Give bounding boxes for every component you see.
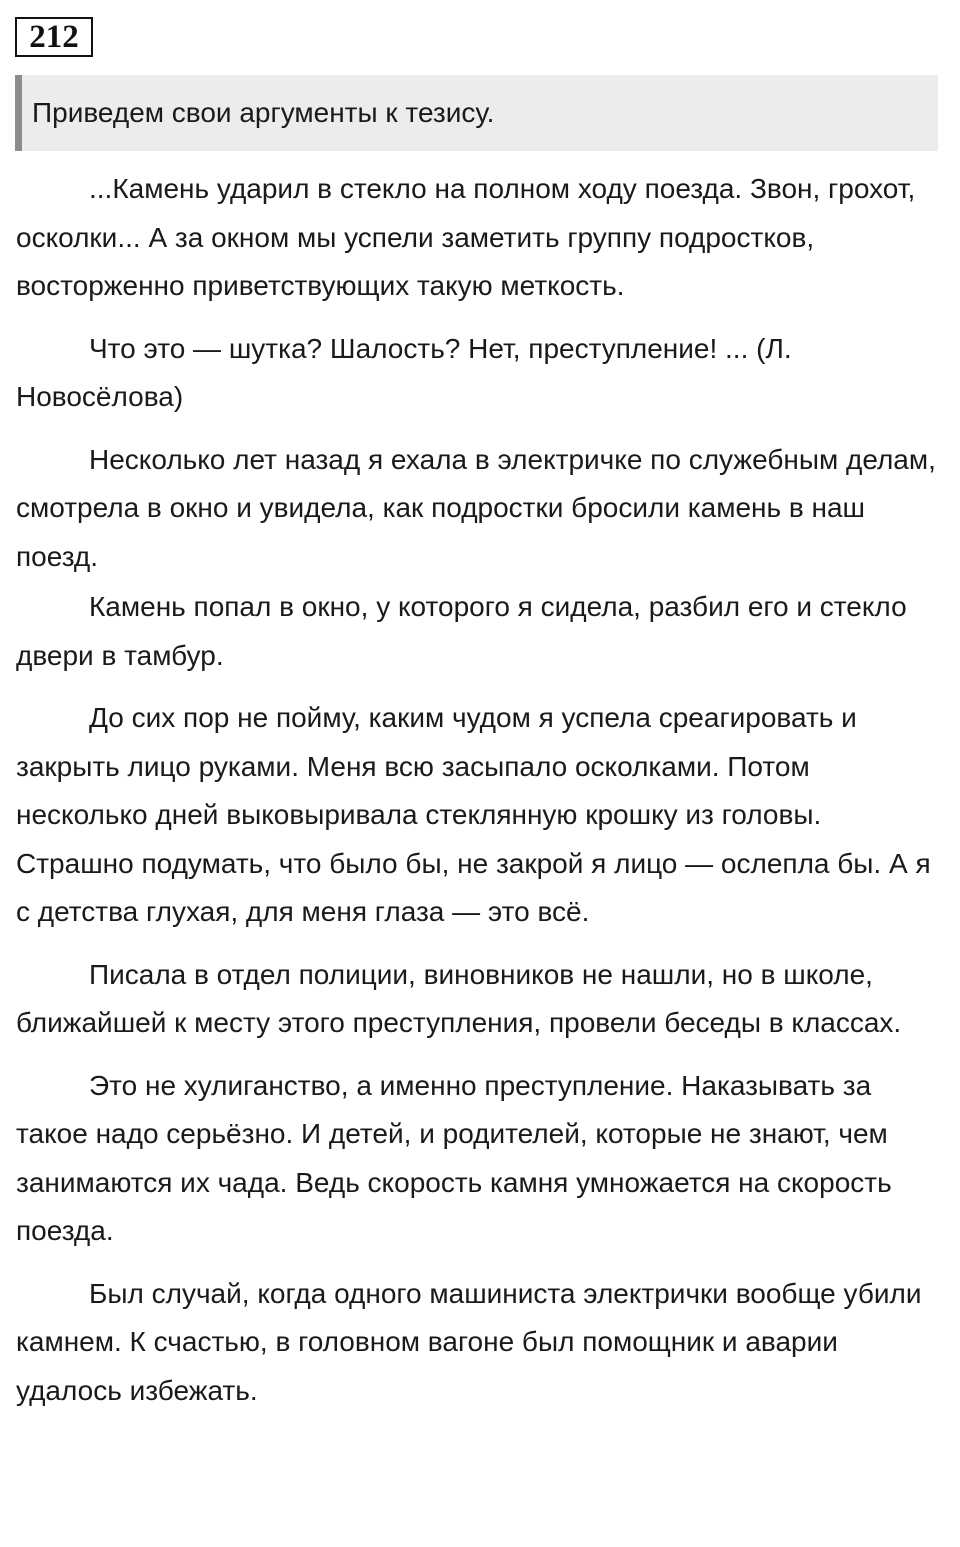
paragraph: Писала в отдел полиции, виновников не нашли, но в школе, ближайшей к месту этого преступления, провели беседы в классах. [16, 958, 902, 1038]
text-body [16, 165, 946, 1415]
paragraph: ...Камень ударил в стекло на полном ходу поезда. Звон, грохот, осколки... А за окном мы успели заметить группу подростков, восторженно приветствующих такую меткость. [16, 173, 916, 301]
paragraph: Это не хулиганство, а именно преступление. Наказывать за такое надо серьёзно. И детей, и родителей, которые не знают, чем занимаются их чада. Ведь скорость камня умножается на скорость поезда. [16, 1069, 892, 1246]
task-number: 212 [15, 17, 93, 57]
paragraph: Камень попал в окно, у которого я сидела, разбил его и стекло двери в тамбур. [16, 591, 907, 671]
paragraph: Был случай, когда одного машиниста электрички вообще убили камнем. К счастью, в головном вагоне был помощник и аварии удалось избежать. [16, 1277, 922, 1406]
paragraph: Несколько лет назад я ехала в электричке по служебным делам, смотрела в окно и увидела, как подростки бросили камень в наш поезд. [16, 443, 936, 572]
paragraph: До сих пор не пойму, каким чудом я успела среагировать и закрыть лицо руками. Меня всю засыпало осколками. Потом несколько дней выковыривала стеклянную крошку из головы. Страшно подумать, что было бы, не закрой я лицо — ослепла бы. А я с детства глухая, для меня глаза — это всё. [16, 702, 931, 927]
paragraph: Что это — шутка? Шалость? Нет, преступление! ... (Л. Новосёлова) [16, 332, 792, 412]
task-instruction: Приведем свои аргументы к тезису. [15, 75, 938, 151]
